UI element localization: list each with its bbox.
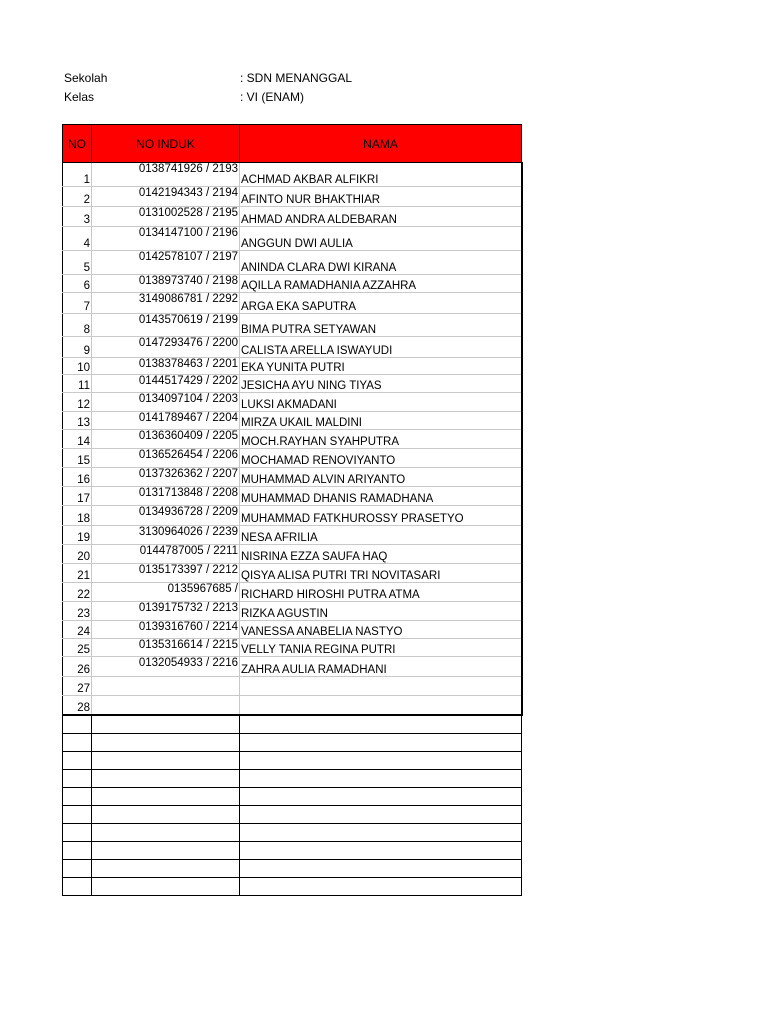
row-nama: MUHAMMAD ALVIN ARIYANTO bbox=[240, 468, 522, 487]
empty-cell bbox=[63, 859, 92, 877]
empty-row bbox=[63, 841, 522, 859]
empty-cell bbox=[92, 751, 240, 769]
row-number: 10 bbox=[63, 358, 92, 375]
row-no-induk: 0131002528 / 2195 bbox=[92, 207, 240, 227]
row-nama bbox=[240, 677, 522, 696]
empty-row bbox=[63, 751, 522, 769]
row-no-induk: 0134936728 / 2209 bbox=[92, 506, 240, 526]
table-row bbox=[63, 227, 522, 251]
row-no-induk: 0143570619 / 2199 bbox=[92, 314, 240, 337]
row-nama: AQILLA RAMADHANIA AZZAHRA bbox=[240, 275, 522, 293]
row-nama: ANGGUN DWI AULIA bbox=[240, 227, 522, 251]
row-nama: MOCH.RAYHAN SYAHPUTRA bbox=[240, 430, 522, 449]
row-number: 19 bbox=[63, 526, 92, 545]
row-number: 1 bbox=[63, 163, 92, 187]
empty-cell bbox=[240, 841, 522, 859]
row-number: 7 bbox=[63, 293, 92, 314]
empty-row bbox=[63, 715, 522, 734]
table-row bbox=[63, 526, 522, 545]
empty-row bbox=[63, 823, 522, 841]
row-number: 4 bbox=[63, 227, 92, 251]
empty-cell bbox=[63, 823, 92, 841]
table-header-row bbox=[63, 125, 522, 163]
table-row bbox=[63, 621, 522, 639]
table-row bbox=[63, 358, 522, 375]
empty-cell bbox=[240, 769, 522, 787]
row-number: 13 bbox=[63, 412, 92, 430]
row-no-induk: 0136526454 / 2206 bbox=[92, 449, 240, 468]
row-number: 12 bbox=[63, 393, 92, 412]
table-body bbox=[63, 163, 522, 715]
row-number: 16 bbox=[63, 468, 92, 487]
row-number: 15 bbox=[63, 449, 92, 468]
empty-row bbox=[63, 733, 522, 751]
row-nama: JESICHA AYU NING TIYAS bbox=[240, 375, 522, 393]
table-row bbox=[63, 412, 522, 430]
table-row bbox=[63, 657, 522, 677]
row-no-induk: 0147293476 / 2200 bbox=[92, 337, 240, 358]
row-no-induk: 0138973740 / 2198 bbox=[92, 275, 240, 293]
empty-cell bbox=[240, 859, 522, 877]
row-no-induk: 0132054933 / 2216 bbox=[92, 657, 240, 677]
kelas-value: : VI (ENAM) bbox=[240, 90, 305, 104]
empty-cell bbox=[240, 877, 522, 895]
empty-rows bbox=[63, 715, 522, 896]
row-number: 26 bbox=[63, 657, 92, 677]
row-no-induk bbox=[92, 696, 240, 715]
row-number: 5 bbox=[63, 251, 92, 275]
table-row bbox=[63, 487, 522, 506]
row-no-induk: 0139175732 / 2213 bbox=[92, 602, 240, 621]
table-row bbox=[63, 677, 522, 696]
empty-cell bbox=[92, 805, 240, 823]
table-row bbox=[63, 275, 522, 293]
empty-cell bbox=[240, 733, 522, 751]
table-row bbox=[63, 602, 522, 621]
kelas-label: Kelas bbox=[64, 90, 95, 104]
table-row bbox=[63, 187, 522, 207]
row-number: 8 bbox=[63, 314, 92, 337]
table-row bbox=[63, 468, 522, 487]
row-number: 9 bbox=[63, 337, 92, 358]
row-no-induk: 0134097104 / 2203 bbox=[92, 393, 240, 412]
row-number: 14 bbox=[63, 430, 92, 449]
row-number: 11 bbox=[63, 375, 92, 393]
row-no-induk: 0144517429 / 2202 bbox=[92, 375, 240, 393]
row-nama: VANESSA ANABELIA NASTYO bbox=[240, 621, 522, 639]
row-nama bbox=[240, 696, 522, 715]
table-row bbox=[63, 449, 522, 468]
row-nama: EKA YUNITA PUTRI bbox=[240, 358, 522, 375]
empty-cell bbox=[92, 859, 240, 877]
row-nama: MUHAMMAD FATKHUROSSY PRASETYO bbox=[240, 506, 522, 526]
row-no-induk: 0134147100 / 2196 bbox=[92, 227, 240, 251]
row-nama: QISYA ALISA PUTRI TRI NOVITASARI bbox=[240, 564, 522, 583]
row-nama: LUKSI AKMADANI bbox=[240, 393, 522, 412]
empty-cell bbox=[63, 877, 92, 895]
row-nama: MUHAMMAD DHANIS RAMADHANA bbox=[240, 487, 522, 506]
row-no-induk: 0135967685 / bbox=[92, 583, 240, 602]
row-no-induk: 0141789467 / 2204 bbox=[92, 412, 240, 430]
table-row bbox=[63, 696, 522, 715]
table-row bbox=[63, 639, 522, 657]
sekolah-label: Sekolah bbox=[64, 71, 108, 85]
empty-cell bbox=[63, 715, 92, 734]
row-nama: ANINDA CLARA DWI KIRANA bbox=[240, 251, 522, 275]
row-nama: BIMA PUTRA SETYAWAN bbox=[240, 314, 522, 337]
row-nama: AHMAD ANDRA ALDEBARAN bbox=[240, 207, 522, 227]
row-number: 17 bbox=[63, 487, 92, 506]
row-nama: NISRINA EZZA SAUFA HAQ bbox=[240, 545, 522, 564]
empty-row bbox=[63, 877, 522, 895]
table-row bbox=[63, 430, 522, 449]
row-no-induk: 0137326362 / 2207 bbox=[92, 468, 240, 487]
empty-cell bbox=[63, 841, 92, 859]
row-no-induk: 0136360409 / 2205 bbox=[92, 430, 240, 449]
row-number: 6 bbox=[63, 275, 92, 293]
row-number: 18 bbox=[63, 506, 92, 526]
row-number: 24 bbox=[63, 621, 92, 639]
table-row bbox=[63, 564, 522, 583]
empty-cell bbox=[92, 733, 240, 751]
empty-cell bbox=[92, 769, 240, 787]
row-nama: RIZKA AGUSTIN bbox=[240, 602, 522, 621]
row-nama: MIRZA UKAIL MALDINI bbox=[240, 412, 522, 430]
column-header-no: NO bbox=[63, 125, 92, 163]
row-nama: CALISTA ARELLA ISWAYUDI bbox=[240, 337, 522, 358]
empty-cell bbox=[63, 805, 92, 823]
row-nama: AFINTO NUR BHAKTHIAR bbox=[240, 187, 522, 207]
row-number: 3 bbox=[63, 207, 92, 227]
table-row bbox=[63, 163, 522, 187]
row-nama: NESA AFRILIA bbox=[240, 526, 522, 545]
empty-cell bbox=[92, 823, 240, 841]
row-nama: MOCHAMAD RENOVIYANTO bbox=[240, 449, 522, 468]
row-no-induk: 0138378463 / 2201 bbox=[92, 358, 240, 375]
row-no-induk: 0135316614 / 2215 bbox=[92, 639, 240, 657]
empty-cell bbox=[92, 841, 240, 859]
empty-cell bbox=[240, 823, 522, 841]
row-number: 28 bbox=[63, 696, 92, 715]
empty-row bbox=[63, 787, 522, 805]
empty-cell bbox=[240, 787, 522, 805]
row-nama: RICHARD HIROSHI PUTRA ATMA bbox=[240, 583, 522, 602]
empty-cell bbox=[63, 787, 92, 805]
empty-row bbox=[63, 769, 522, 787]
empty-cell bbox=[240, 715, 522, 734]
sekolah-value: : SDN MENANGGAL bbox=[240, 71, 353, 85]
row-no-induk bbox=[92, 677, 240, 696]
empty-cell bbox=[63, 751, 92, 769]
row-no-induk: 0131713848 / 2208 bbox=[92, 487, 240, 506]
row-no-induk: 3130964026 / 2239 bbox=[92, 526, 240, 545]
row-number: 22 bbox=[63, 583, 92, 602]
student-table bbox=[62, 124, 523, 896]
empty-row bbox=[63, 859, 522, 877]
table-row bbox=[63, 393, 522, 412]
column-header-nama: NAMA bbox=[240, 125, 522, 163]
row-nama: ARGA EKA SAPUTRA bbox=[240, 293, 522, 314]
table-row bbox=[63, 583, 522, 602]
row-no-induk: 0142578107 / 2197 bbox=[92, 251, 240, 275]
table-row bbox=[63, 314, 522, 337]
empty-cell bbox=[240, 751, 522, 769]
row-number: 21 bbox=[63, 564, 92, 583]
row-nama: ACHMAD AKBAR ALFIKRI bbox=[240, 163, 522, 187]
row-nama: VELLY TANIA REGINA PUTRI bbox=[240, 639, 522, 657]
table-row bbox=[63, 207, 522, 227]
column-header-no-induk: NO INDUK bbox=[92, 125, 240, 163]
table-row bbox=[63, 293, 522, 314]
table-row bbox=[63, 251, 522, 275]
table-row bbox=[63, 375, 522, 393]
row-no-induk: 0139316760 / 2214 bbox=[92, 621, 240, 639]
row-number: 20 bbox=[63, 545, 92, 564]
row-no-induk: 0142194343 / 2194 bbox=[92, 187, 240, 207]
row-no-induk: 0144787005 / 2211 bbox=[92, 545, 240, 564]
row-number: 23 bbox=[63, 602, 92, 621]
row-no-induk: 0135173397 / 2212 bbox=[92, 564, 240, 583]
row-no-induk: 3149086781 / 2292 bbox=[92, 293, 240, 314]
empty-cell bbox=[92, 787, 240, 805]
empty-cell bbox=[63, 733, 92, 751]
row-nama: ZAHRA AULIA RAMADHANI bbox=[240, 657, 522, 677]
table-row bbox=[63, 506, 522, 526]
row-no-induk: 0138741926 / 2193 bbox=[92, 163, 240, 187]
row-number: 2 bbox=[63, 187, 92, 207]
empty-cell bbox=[240, 805, 522, 823]
empty-cell bbox=[63, 769, 92, 787]
table-row bbox=[63, 545, 522, 564]
empty-cell bbox=[92, 715, 240, 734]
empty-cell bbox=[92, 877, 240, 895]
empty-row bbox=[63, 805, 522, 823]
row-number: 27 bbox=[63, 677, 92, 696]
row-number: 25 bbox=[63, 639, 92, 657]
table-row bbox=[63, 337, 522, 358]
